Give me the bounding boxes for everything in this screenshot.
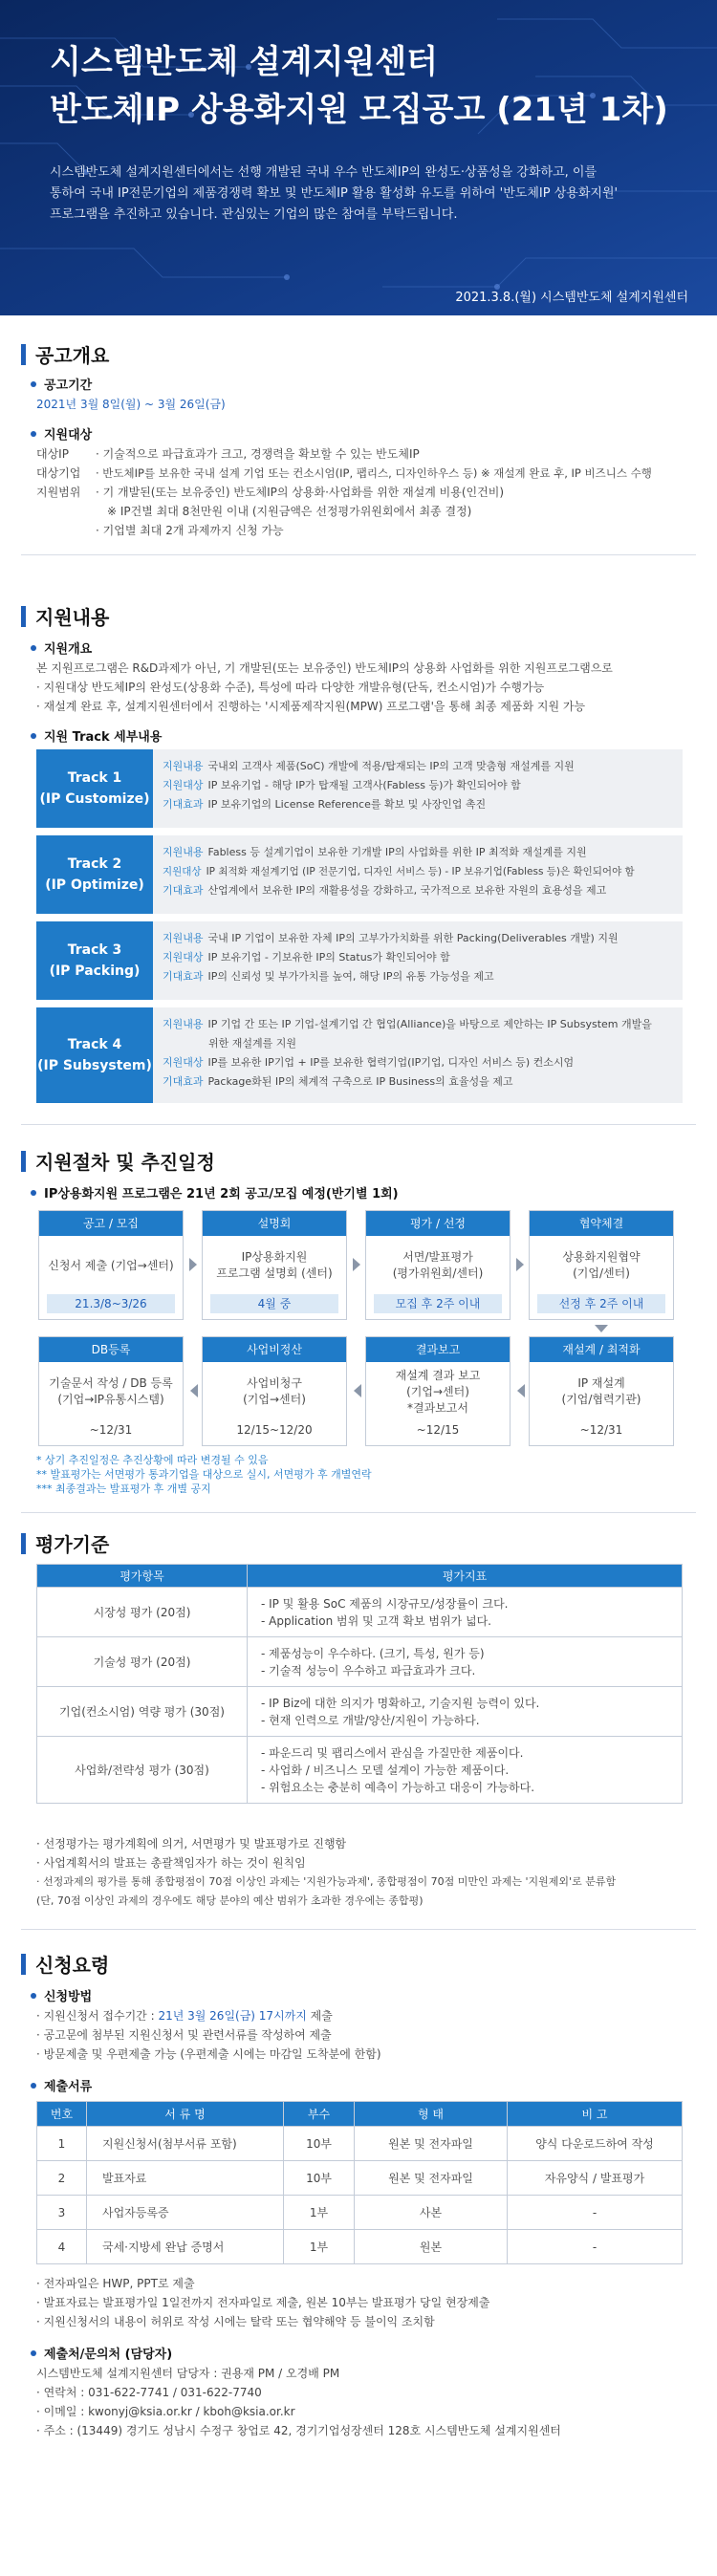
intro-paragraph: [50, 162, 681, 226]
track-row: 지원대상 IP를 보유한 IP기업 + IP를 보유한 협력기업(IP기업, 디자인 서비스 등) 컨소시엄: [163, 1056, 575, 1069]
intro-line: 통하여 국내 IP전문기업의 제품경쟁력 확보 및 반도체IP 활용 활성화 유도를 위하여 '반도체IP 상용화지원': [50, 186, 619, 201]
evaluation-note: · 선정과제의 평가를 통해 종합평점이 70점 이상인 과제는 '지원가능과제', 종합평점이 70점 미만인 과제는 '지원제외'로 분류함: [36, 1875, 617, 1888]
evaluation-note: · 선정평가는 평가계획에 의거, 서면평가 및 발표평가로 진행함: [36, 1837, 347, 1851]
track-1-label: Track 1 (IP Customize): [36, 749, 153, 828]
target-value: · 기술적으로 파급효과가 크고, 경쟁력을 확보할 수 있는 반도체IP: [96, 447, 420, 461]
evaluation-note: (단, 70점 이상인 과제의 경우에도 해당 분야의 예산 범위가 초과한 경우에는 종합평): [36, 1894, 424, 1907]
table-row: 기술성 평가 (20점) - 제품성능이 우수하다. (크기, 특성, 원가 등) - 기술적 성능이 우수하고 파급효과가 크다.: [37, 1637, 683, 1687]
track-row: 기대효과 IP의 신뢰성 및 부가가치를 높여, 해당 IP의 유통 가능성을 제고: [163, 970, 494, 983]
hero-banner: [0, 0, 717, 315]
table-header: 번호: [37, 2102, 87, 2127]
procedure-sub-label: IP상용화지원 프로그램은 21년 2회 공고/모집 예정(반기별 1회): [31, 1183, 399, 1201]
arrow-right-icon: [353, 1258, 360, 1271]
table-row: 4 국세·지방세 완납 증명서 1부 원본 -: [37, 2230, 683, 2264]
procedure-note: *** 최종결과는 발표평가 후 개별 공지: [36, 1483, 211, 1495]
target-value: · 기 개발된(또는 보유중인) 반도체IP의 상용화·사업화를 위한 재설계 비용(인건비): [96, 486, 505, 499]
arrow-down-icon: [595, 1325, 608, 1332]
contact-email[interactable]: · 이메일 : kwonyj@ksia.or.kr / kboh@ksia.or.kr: [36, 2405, 295, 2418]
procedure-note: * 상기 추진일정은 추진상황에 따라 변경될 수 있음: [36, 1454, 269, 1466]
target-value: · 반도체IP를 보유한 국내 설계 기업 또는 컨소시엄(IP, 팹리스, 디자인하우스 등) ※ 재설계 완료 후, IP 비즈니스 수행: [96, 466, 652, 480]
application-section: [0, 1950, 717, 2576]
support-overview-line: · 지원대상 반도체IP의 완성도(상용화 수준), 특성에 따라 다양한 개발유형(단독, 컨소시엄)가 수행가능: [36, 681, 545, 694]
table-header: 부수: [284, 2102, 355, 2127]
track-row: 기대효과 산업계에서 보유한 IP의 재활용성을 강화하고, 국가적으로 보유한 자원의 효용성을 제고: [163, 884, 607, 897]
support-overview-label: 지원개요: [31, 639, 92, 657]
target-value: · 기업별 최대 2개 과제까지 신청 가능: [96, 524, 284, 537]
procedure-section: [0, 1147, 717, 1529]
docs-note: · 발표자료는 발표평가일 1일전까지 전자파일로 제출, 원본 10부는 발표평가 당일 현장제출: [36, 2296, 490, 2309]
bullet-icon: [31, 1190, 36, 1196]
track-3-label: Track 3 (IP Packing): [36, 921, 153, 1000]
docs-note: · 전자파일은 HWP, PPT로 제출: [36, 2277, 195, 2290]
track-row: 지원내용 Fabless 등 설계기업이 보유한 기개발 IP의 사업화를 위한 IP 최적화 재설계를 지원: [163, 846, 587, 858]
step-announce: 공고 / 모집 신청서 제출 (기업→센터) 21.3/8~3/26: [38, 1210, 184, 1320]
target-value: ※ IP건별 최대 8천만원 이내 (지원금액은 선정평가위원회에서 최종 결정): [107, 505, 472, 518]
title-line-2: 반도체IP 상용화지원 모집공고 (21년 1차): [50, 91, 668, 129]
table-header: 평가지표: [248, 1565, 683, 1588]
docs-label: 제출서류: [31, 2076, 92, 2094]
procedure-title: 지원절차 및 추진일정: [21, 1147, 215, 1175]
divider: [21, 554, 696, 555]
table-header: 서 류 명: [87, 2102, 284, 2127]
bullet-icon: [31, 2350, 36, 2356]
track-row: 지원대상 IP 보유기업 - 기보유한 IP의 Status가 확인되어야 함: [163, 951, 450, 963]
evaluation-section: [0, 1529, 717, 1950]
table-row: 1 지원신청서(첨부서류 포함) 10부 원본 및 전자파일 양식 다운로드하여 작성: [37, 2127, 683, 2161]
track-row: 지원대상 IP 보유기업 - 해당 IP가 탑재될 고객사(Fabless 등)가 확인되어야 함: [163, 779, 521, 791]
track-row: 위한 재설계를 지원: [208, 1037, 297, 1050]
table-header: 비 고: [508, 2102, 683, 2127]
arrow-right-icon: [516, 1258, 524, 1271]
step-briefing: 설명회 IP상용화지원 프로그램 설명회 (센터) 4월 중: [202, 1210, 347, 1320]
evaluation-note: · 사업계획서의 발표는 총괄책임자가 하는 것이 원칙임: [36, 1856, 306, 1870]
track-1-box: [36, 749, 683, 828]
target-label: 지원대상: [31, 424, 92, 443]
step-db-register: DB등록 기술문서 작성 / DB 등록 (기업→IP유통시스템) ~12/31: [38, 1336, 184, 1446]
divider: [21, 1124, 696, 1125]
bullet-icon: [31, 1993, 36, 1999]
step-settlement: 사업비정산 사업비청구 (기업→센터) 12/15~12/20: [202, 1336, 347, 1446]
target-key: 대상IP: [36, 447, 69, 461]
arrow-right-icon: [189, 1258, 197, 1271]
track-4-box: [36, 1007, 683, 1103]
arrow-left-icon: [517, 1384, 525, 1397]
overview-section: [0, 315, 717, 602]
bullet-icon: [31, 381, 36, 387]
method-line: · 지원신청서 접수기간 : 21년 3월 26일(금) 17시까지 제출: [36, 2009, 333, 2023]
method-line: · 방문제출 및 우편제출 가능 (우편제출 시에는 마감일 도착분에 한함): [36, 2047, 381, 2061]
intro-line: 프로그램을 추진하고 있습니다. 관심있는 기업의 많은 참여를 부탁드립니다.: [50, 207, 458, 222]
support-title: 지원내용: [21, 602, 109, 630]
bullet-icon: [31, 431, 36, 437]
target-key: 대상기업: [36, 466, 81, 480]
overview-title: 공고개요: [21, 340, 109, 368]
track-row: 지원내용 IP 기업 간 또는 IP 기업-설계기업 간 협업(Alliance)을 바탕으로 제안하는 IP Subsystem 개발을: [163, 1018, 652, 1030]
contact-label: 제출처/문의처 (담당자): [31, 2344, 172, 2362]
track-row: 지원내용 국내 IP 기업이 보유한 자체 IP의 고부가가치화를 위한 Packing(Deliverables 개발) 지원: [163, 932, 619, 944]
support-overview-line: · 재설계 완료 후, 설계지원센터에서 진행하는 '시제품제작지원(MPW) 프로그램'을 통해 최종 제품화 지원 가능: [36, 700, 586, 713]
track-label: 지원 Track 세부내용: [31, 726, 162, 745]
evaluation-title: 평가기준: [21, 1529, 109, 1557]
table-row: 사업화/전략성 평가 (30점) - 파운드리 및 팹리스에서 관심을 가질만한 제품이다. - 사업화 / 비즈니스 모델 설계이 가능한 제품이다. - 위험요소는 충분히 예측이 가능하고 대응이 가능하다.: [37, 1737, 683, 1804]
contact-line: · 주소 : (13449) 경기도 성남시 수정구 창업로 42, 경기기업성장센터 128호 시스템반도체 설계지원센터: [36, 2424, 561, 2437]
table-header: 평가항목: [37, 1565, 248, 1588]
bullet-icon: [31, 733, 36, 739]
target-key: 지원범위: [36, 486, 81, 499]
announce-date: 2021.3.8.(월) 시스템반도체 설계지원센터: [455, 291, 688, 305]
bullet-icon: [31, 645, 36, 651]
docs-table: [36, 2101, 683, 2264]
track-row: 지원대상 IP 최적화 재설계기업 (IP 전문기업, 디자인 서비스 등) - IP 보유기업(Fabless 등)은 확인되어야 함: [163, 866, 635, 877]
intro-line: 시스템반도체 설계지원센터에서는 선행 개발된 국내 우수 반도체IP의 완성도·상품성을 강화하고, 이를: [50, 165, 598, 180]
table-row: 2 발표자료 10부 원본 및 전자파일 자유양식 / 발표평가: [37, 2161, 683, 2196]
step-redesign: 재설계 / 최적화 IP 재설계 (기업/협력기관) ~12/31: [529, 1336, 674, 1446]
docs-note: · 지원신청서의 내용이 허위로 작성 시에는 탈락 또는 협약해약 등 불이익 조치함: [36, 2315, 435, 2328]
support-overview-line: 본 지원프로그램은 R&D과제가 아닌, 기 개발된(또는 보유중인) 반도체IP의 상용화 사업화를 위한 지원프로그램으로: [36, 661, 613, 675]
track-row: 기대효과 IP 보유기업의 License Reference를 확보 및 사장인업 촉진: [163, 798, 487, 811]
procedure-note: ** 발표평가는 서면평가 통과기업을 대상으로 실시, 서면평가 후 개별연락: [36, 1468, 372, 1481]
support-section: [0, 602, 717, 1147]
page-title: [50, 38, 668, 134]
table-row: 기업(컨소시엄) 역량 평가 (30점) - IP Biz에 대한 의지가 명확하고, 기술지원 능력이 있다. - 현재 인력으로 개발/양산/지원이 가능하다.: [37, 1687, 683, 1737]
contact-line: 시스템반도체 설계지원센터 담당자 : 권용재 PM / 오경배 PM: [36, 2367, 340, 2380]
divider: [21, 1512, 696, 1513]
evaluation-table: [36, 1564, 683, 1804]
method-label: 신청방법: [31, 1986, 92, 2004]
arrow-left-icon: [354, 1384, 361, 1397]
table-header: 형 태: [355, 2102, 508, 2127]
track-row: 지원내용 국내외 고객사 제품(SoC) 개발에 적용/탑재되는 IP의 고객 맞춤형 재설계를 지원: [163, 760, 575, 772]
method-line: · 공고문에 첨부된 지원신청서 및 관련서류를 작성하여 제출: [36, 2028, 332, 2042]
step-result-report: 결과보고 재설계 결과 보고 (기업→센터) *결과보고서 ~12/15: [365, 1336, 511, 1446]
table-row: 시장성 평가 (20점) - IP 및 활용 SoC 제품의 시장규모/성장률이 크다. - Application 범위 및 고객 확보 범위가 넓다.: [37, 1588, 683, 1637]
arrow-left-icon: [190, 1384, 198, 1397]
track-row: 기대효과 Package화된 IP의 체계적 구축으로 IP Business의 효율성을 제고: [163, 1075, 513, 1088]
application-title: 신청요령: [21, 1950, 109, 1978]
track-4-label: Track 4 (IP Subsystem): [36, 1007, 153, 1103]
period-label: 공고기간: [31, 375, 92, 393]
step-evaluation: 평가 / 선정 서면/발표평가 (평가위원회/센터) 모집 후 2주 이내: [365, 1210, 511, 1320]
contact-line: · 연락처 : 031-622-7741 / 031-622-7740: [36, 2386, 262, 2399]
table-row: 3 사업자등록증 1부 사본 -: [37, 2196, 683, 2230]
step-agreement: 협약체결 상용화지원협약 (기업/센터) 선정 후 2주 이내: [529, 1210, 674, 1320]
title-line-1: 시스템반도체 설계지원센터: [50, 43, 438, 81]
track-2-box: [36, 835, 683, 914]
track-2-label: Track 2 (IP Optimize): [36, 835, 153, 914]
period-value: 2021년 3월 8일(월) ~ 3월 26일(금): [36, 398, 226, 411]
track-3-box: [36, 921, 683, 1000]
bullet-icon: [31, 2083, 36, 2089]
divider: [21, 1929, 696, 1930]
